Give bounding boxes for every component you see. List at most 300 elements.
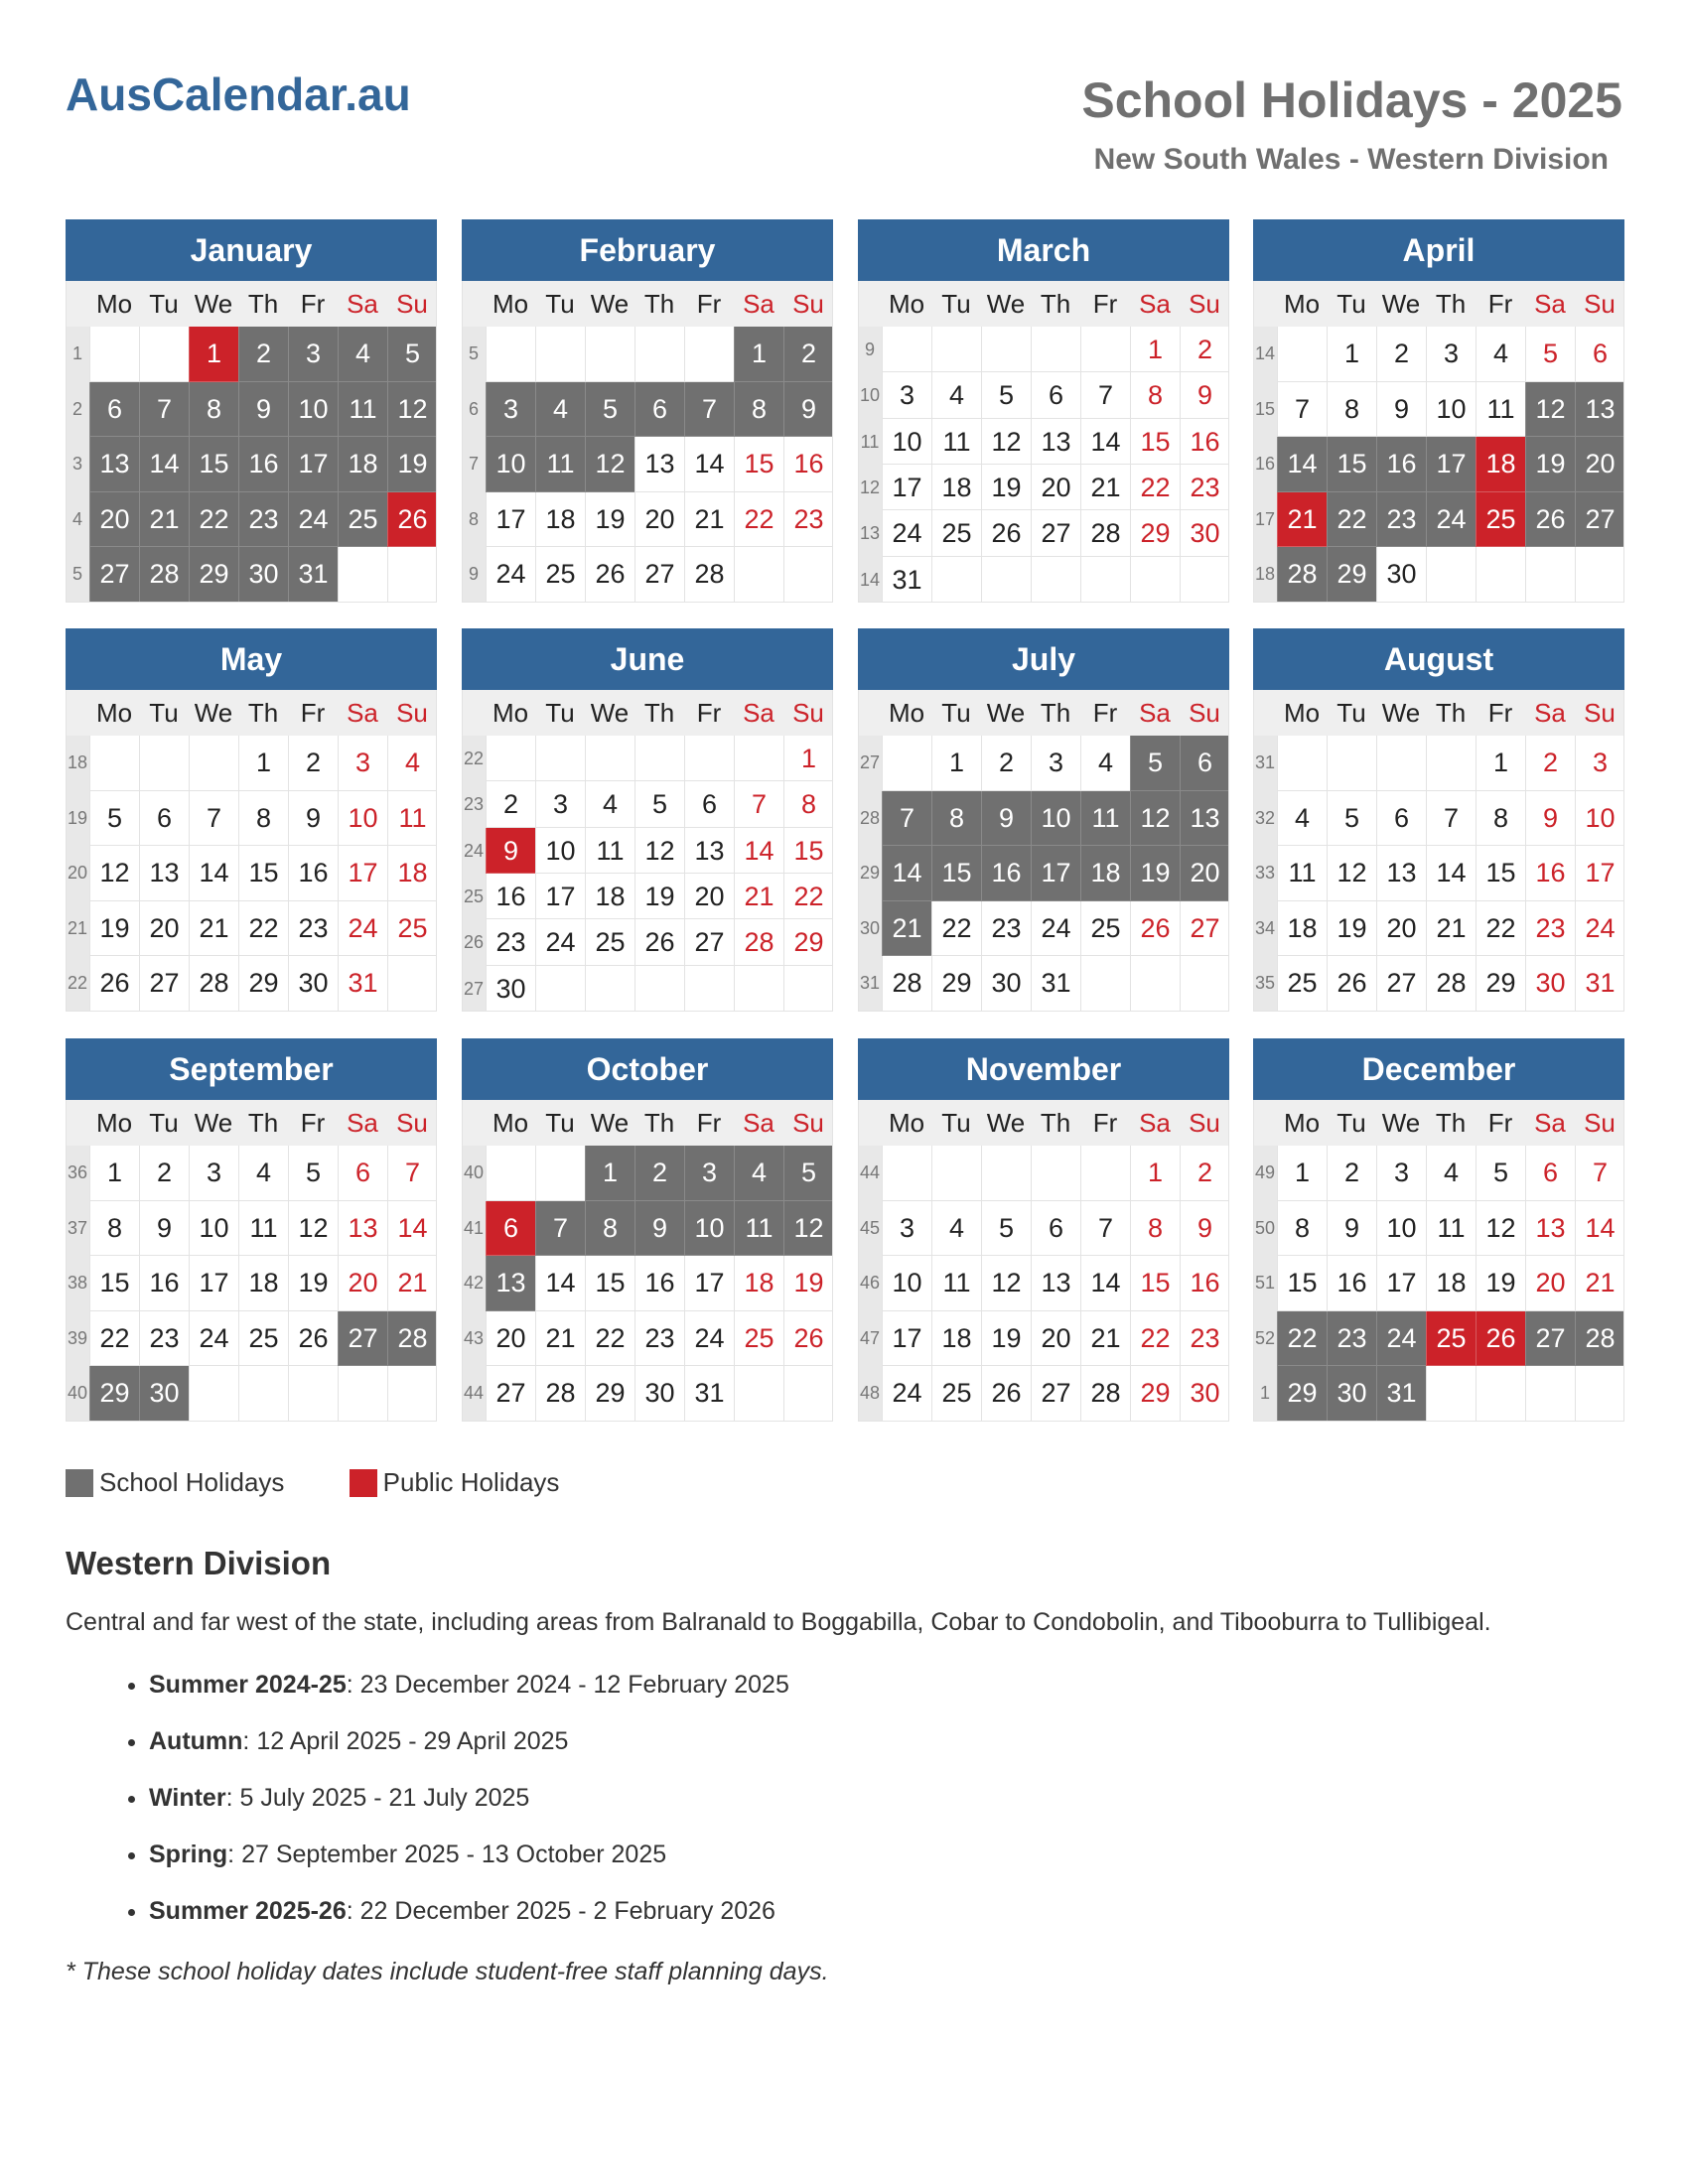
day-cell: 12	[1327, 846, 1376, 901]
day-cell: 10	[189, 1201, 238, 1257]
day-cell: 21	[1277, 492, 1327, 548]
day-cell: 9	[1180, 1201, 1229, 1257]
empty-cell	[734, 1366, 783, 1422]
empty-cell	[535, 327, 585, 382]
day-cell: 24	[684, 1311, 734, 1367]
empty-cell	[486, 1146, 535, 1201]
week-number-column	[462, 736, 486, 1012]
day-cell: 30	[634, 1366, 684, 1422]
month-title: August	[1253, 628, 1624, 690]
day-cell: 19	[1130, 846, 1180, 901]
holiday-label: Summer 2024-25	[149, 1671, 347, 1699]
day-cell: 26	[1130, 901, 1180, 957]
weekday-label: Fr	[1092, 1108, 1118, 1138]
day-cell: 23	[634, 1311, 684, 1367]
day-cell: 28	[535, 1366, 585, 1422]
day-cell: 5	[1525, 327, 1575, 382]
day-cell: 18	[1080, 846, 1130, 901]
day-cell: 30	[1327, 1366, 1376, 1422]
weekday-label: Fr	[1487, 1108, 1513, 1138]
day-cell: 6	[139, 791, 189, 847]
empty-cell	[535, 966, 585, 1012]
day-cell: 14	[139, 437, 189, 492]
day-cell: 27	[89, 547, 139, 603]
weekday-header	[858, 281, 1229, 327]
day-cell: 9	[288, 791, 338, 847]
month-january	[66, 219, 437, 603]
empty-cell	[338, 547, 387, 603]
week-number: 19	[67, 807, 88, 828]
day-cell: 27	[1525, 1311, 1575, 1367]
empty-cell	[931, 1146, 981, 1201]
week-number-column	[462, 1146, 486, 1422]
day-cell: 21	[882, 901, 931, 957]
day-cell: 3	[189, 1146, 238, 1201]
day-cell: 4	[238, 1146, 288, 1201]
day-cell: 10	[1575, 791, 1624, 847]
day-cell: 18	[1426, 1256, 1476, 1311]
day-cell: 17	[189, 1256, 238, 1311]
footnote: * These school holiday dates include student-free staff planning days.	[66, 1958, 829, 1985]
weekday-header	[462, 1100, 833, 1146]
weekday-label: Sa	[347, 698, 378, 728]
week-number: 27	[859, 752, 881, 772]
day-cell: 17	[882, 465, 931, 510]
day-cell: 16	[486, 874, 535, 919]
day-cell: 23	[288, 901, 338, 957]
day-cell: 10	[535, 828, 585, 874]
weekday-label: Th	[1040, 698, 1071, 728]
empty-cell	[634, 327, 684, 382]
day-cell: 25	[931, 1366, 981, 1422]
day-cell: 3	[1376, 1146, 1426, 1201]
holiday-dates: 27 September 2025 - 13 October 2025	[241, 1841, 667, 1868]
day-cell: 9	[486, 828, 535, 874]
day-cell: 1	[585, 1146, 634, 1201]
holiday-item: • Autumn: 12 April 2025 - 29 April 2025	[149, 1716, 789, 1773]
day-cell: 21	[684, 492, 734, 548]
day-cell: 16	[1180, 1256, 1229, 1311]
empty-cell	[734, 547, 783, 603]
week-number: 30	[859, 917, 881, 938]
day-cell: 27	[1376, 956, 1426, 1012]
empty-cell	[1277, 736, 1327, 791]
empty-cell	[684, 327, 734, 382]
weekday-label: We	[1381, 698, 1421, 728]
month-title: June	[462, 628, 833, 690]
day-cell: 20	[1575, 437, 1624, 492]
day-cell: 10	[882, 419, 931, 465]
day-cell: 12	[1525, 382, 1575, 438]
day-cell: 21	[734, 874, 783, 919]
day-cell: 7	[1080, 1201, 1130, 1257]
week-number: 44	[859, 1162, 881, 1182]
day-cell: 31	[338, 956, 387, 1012]
weekday-label: Sa	[1534, 1108, 1566, 1138]
day-cell: 9	[1376, 382, 1426, 438]
empty-cell	[1130, 956, 1180, 1012]
weekday-label: Tu	[1336, 1108, 1366, 1138]
weekday-label: Mo	[95, 1108, 133, 1138]
day-cell: 11	[1476, 382, 1525, 438]
day-cell: 22	[1327, 492, 1376, 548]
public-holiday-swatch	[350, 1469, 377, 1497]
day-cell: 22	[238, 901, 288, 957]
day-cell: 10	[288, 382, 338, 438]
day-cell: 2	[486, 781, 535, 827]
week-number-column	[1253, 736, 1277, 1012]
day-cell: 30	[1376, 547, 1426, 603]
day-cell: 21	[1080, 465, 1130, 510]
day-cell: 1	[1327, 327, 1376, 382]
weekday-header	[66, 1100, 437, 1146]
empty-cell	[783, 547, 833, 603]
day-cell: 20	[139, 901, 189, 957]
day-cell: 16	[139, 1256, 189, 1311]
day-cell: 6	[338, 1146, 387, 1201]
day-cell: 8	[931, 791, 981, 847]
empty-cell	[1080, 557, 1130, 603]
weekday-header	[1253, 281, 1624, 327]
weekday-label: Mo	[888, 1108, 925, 1138]
day-cell: 6	[684, 781, 734, 827]
day-cell: 15	[1130, 419, 1180, 465]
day-cell: 21	[535, 1311, 585, 1367]
empty-cell	[783, 1366, 833, 1422]
holiday-dates: 23 December 2024 - 12 February 2025	[359, 1671, 789, 1699]
empty-cell	[387, 956, 437, 1012]
day-cell: 6	[1031, 1201, 1080, 1257]
empty-cell	[486, 327, 535, 382]
day-cell: 29	[1277, 1366, 1327, 1422]
empty-cell	[89, 736, 139, 791]
week-number-column	[858, 1146, 882, 1422]
month-june	[462, 628, 833, 1012]
week-number: 42	[463, 1273, 485, 1294]
empty-cell	[288, 1366, 338, 1422]
day-cell: 27	[1575, 492, 1624, 548]
day-cell: 15	[1476, 846, 1525, 901]
legend-public-holidays	[350, 1467, 560, 1498]
day-cell: 2	[1376, 327, 1426, 382]
day-cell: 28	[1575, 1311, 1624, 1367]
weekday-label: We	[986, 289, 1026, 319]
day-cell: 21	[189, 901, 238, 957]
day-cell: 8	[734, 382, 783, 438]
empty-cell	[1575, 547, 1624, 603]
day-cell: 3	[1426, 327, 1476, 382]
day-cell: 15	[734, 437, 783, 492]
day-cell: 18	[387, 846, 437, 901]
day-cell: 13	[139, 846, 189, 901]
day-cell: 22	[89, 1311, 139, 1367]
weekday-label: We	[194, 698, 233, 728]
month-grid	[1253, 281, 1624, 603]
day-cell: 26	[981, 1366, 1031, 1422]
month-february	[462, 219, 833, 603]
day-cell: 20	[1031, 465, 1080, 510]
day-cell: 15	[189, 437, 238, 492]
weekday-label: We	[1381, 1108, 1421, 1138]
weekday-label: Th	[643, 289, 675, 319]
empty-cell	[1426, 736, 1476, 791]
day-cell: 20	[1525, 1256, 1575, 1311]
week-number: 39	[67, 1327, 88, 1348]
day-cell: 23	[1525, 901, 1575, 957]
empty-cell	[684, 966, 734, 1012]
weekday-label: We	[590, 289, 630, 319]
day-cell: 28	[734, 919, 783, 965]
section-title: Western Division	[66, 1545, 332, 1581]
day-cell: 3	[338, 736, 387, 791]
day-cell: 18	[931, 1311, 981, 1367]
weekday-label: Sa	[347, 1108, 378, 1138]
weekday-label: Fr	[696, 1108, 722, 1138]
day-cell: 15	[238, 846, 288, 901]
day-cell: 23	[981, 901, 1031, 957]
holiday-label: Autumn	[149, 1727, 243, 1755]
day-cell: 1	[1130, 1146, 1180, 1201]
day-cell: 13	[1376, 846, 1426, 901]
day-cell: 9	[1525, 791, 1575, 847]
day-cell: 14	[1426, 846, 1476, 901]
week-number: 14	[1254, 343, 1276, 363]
weekday-label: Th	[247, 1108, 279, 1138]
week-number: 6	[468, 398, 479, 419]
day-cell: 5	[981, 1201, 1031, 1257]
day-cell: 5	[634, 781, 684, 827]
day-cell: 2	[1180, 327, 1229, 372]
day-cell: 6	[634, 382, 684, 438]
day-cell: 20	[338, 1256, 387, 1311]
day-cell: 6	[486, 1201, 535, 1257]
weekday-label: Th	[643, 698, 675, 728]
day-cell: 19	[981, 465, 1031, 510]
day-cell: 11	[734, 1201, 783, 1257]
day-cell: 10	[1031, 791, 1080, 847]
holiday-item: • Summer 2024-25: 23 December 2024 - 12 February 2025	[149, 1660, 789, 1716]
empty-cell	[1575, 1366, 1624, 1422]
day-cell: 6	[1575, 327, 1624, 382]
day-cell: 20	[1376, 901, 1426, 957]
month-october	[462, 1038, 833, 1422]
day-cell: 17	[535, 874, 585, 919]
day-cell: 8	[585, 1201, 634, 1257]
day-cell: 18	[338, 437, 387, 492]
day-cell: 24	[189, 1311, 238, 1367]
empty-cell	[585, 327, 634, 382]
empty-cell	[535, 1146, 585, 1201]
empty-cell	[1525, 547, 1575, 603]
day-cell: 15	[585, 1256, 634, 1311]
day-cell: 4	[931, 1201, 981, 1257]
day-cell: 25	[535, 547, 585, 603]
day-cell: 8	[189, 382, 238, 438]
day-cell: 16	[1376, 437, 1426, 492]
day-cell: 24	[486, 547, 535, 603]
page-subtitle: New South Wales - Western Division	[1093, 143, 1609, 176]
day-cell: 14	[189, 846, 238, 901]
day-cell: 16	[634, 1256, 684, 1311]
day-cell: 25	[1476, 492, 1525, 548]
day-cell: 24	[288, 492, 338, 548]
empty-cell	[734, 966, 783, 1012]
legend-school-label: School Holidays	[99, 1467, 285, 1497]
week-number: 50	[1254, 1217, 1276, 1238]
day-cell: 27	[1031, 1366, 1080, 1422]
day-cell: 7	[535, 1201, 585, 1257]
day-cell: 13	[634, 437, 684, 492]
empty-cell	[981, 1146, 1031, 1201]
week-number: 26	[463, 932, 485, 953]
week-number: 23	[463, 794, 485, 815]
week-number: 16	[1254, 454, 1276, 475]
day-cell: 23	[1180, 1311, 1229, 1367]
day-cell: 4	[931, 372, 981, 418]
day-cell: 22	[189, 492, 238, 548]
day-cell: 3	[535, 781, 585, 827]
weekday-label: Mo	[1283, 1108, 1321, 1138]
month-december	[1253, 1038, 1624, 1422]
empty-cell	[1426, 547, 1476, 603]
day-cell: 19	[1476, 1256, 1525, 1311]
day-cell: 28	[1277, 547, 1327, 603]
day-cell: 30	[981, 956, 1031, 1012]
weekday-label: Fr	[300, 698, 326, 728]
day-cell: 12	[783, 1201, 833, 1257]
day-cell: 26	[1476, 1311, 1525, 1367]
weekday-header	[462, 690, 833, 736]
day-cell: 7	[684, 382, 734, 438]
day-cell: 22	[783, 874, 833, 919]
weekday-label: We	[194, 289, 233, 319]
day-cell: 5	[89, 791, 139, 847]
week-number: 52	[1254, 1327, 1276, 1348]
day-cell: 2	[139, 1146, 189, 1201]
day-cell: 16	[1327, 1256, 1376, 1311]
day-cell: 14	[1575, 1201, 1624, 1257]
day-cell: 11	[387, 791, 437, 847]
empty-cell	[189, 1366, 238, 1422]
day-cell: 28	[684, 547, 734, 603]
day-cell: 25	[1277, 956, 1327, 1012]
day-cell: 12	[981, 1256, 1031, 1311]
weekday-label: Fr	[1487, 698, 1513, 728]
month-grid	[462, 690, 833, 1012]
week-number-column	[66, 736, 89, 1012]
day-cell: 25	[1426, 1311, 1476, 1367]
weekday-header	[462, 281, 833, 327]
month-grid	[66, 281, 437, 603]
day-cell: 1	[1130, 327, 1180, 372]
week-number: 18	[67, 752, 88, 772]
month-august	[1253, 628, 1624, 1012]
week-number: 25	[463, 887, 485, 906]
day-cell: 28	[139, 547, 189, 603]
day-cell: 2	[288, 736, 338, 791]
day-cell: 27	[634, 547, 684, 603]
day-cell: 4	[1426, 1146, 1476, 1201]
week-number-column	[858, 327, 882, 603]
day-cell: 21	[1080, 1311, 1130, 1367]
day-cell: 3	[288, 327, 338, 382]
weekday-label: Tu	[941, 698, 971, 728]
section-description: Central and far west of the state, including areas from Balranald to Boggabilla, Cobar to Condobolin, and Tibooburra to Tullibigeal.	[66, 1608, 1491, 1636]
day-cell: 15	[1130, 1256, 1180, 1311]
day-cell: 7	[1277, 382, 1327, 438]
day-cell: 7	[734, 781, 783, 827]
day-cell: 15	[1277, 1256, 1327, 1311]
day-cell: 19	[89, 901, 139, 957]
day-cell: 25	[585, 919, 634, 965]
weekday-label: Sa	[347, 289, 378, 319]
weekday-label: Mo	[492, 289, 529, 319]
day-cell: 2	[1327, 1146, 1376, 1201]
month-grid	[462, 281, 833, 603]
month-title: March	[858, 219, 1229, 281]
day-cell: 28	[1426, 956, 1476, 1012]
day-cell: 26	[89, 956, 139, 1012]
day-cell: 5	[1130, 736, 1180, 791]
empty-cell	[634, 966, 684, 1012]
day-cell: 29	[1130, 1366, 1180, 1422]
week-number: 22	[463, 749, 485, 768]
weekday-label: We	[590, 698, 630, 728]
day-cell: 7	[139, 382, 189, 438]
day-cell: 24	[1426, 492, 1476, 548]
empty-cell	[486, 736, 535, 781]
day-cell: 12	[387, 382, 437, 438]
empty-cell	[684, 736, 734, 781]
month-grid	[858, 1100, 1229, 1422]
week-number: 32	[1254, 807, 1276, 828]
weekday-label: Tu	[545, 289, 575, 319]
weekday-label: Tu	[545, 1108, 575, 1138]
day-cell: 14	[684, 437, 734, 492]
week-number: 10	[859, 385, 881, 406]
empty-cell	[1525, 1366, 1575, 1422]
day-cell: 18	[734, 1256, 783, 1311]
day-cell: 24	[1376, 1311, 1426, 1367]
day-cell: 24	[535, 919, 585, 965]
day-cell: 1	[1476, 736, 1525, 791]
day-cell: 19	[1327, 901, 1376, 957]
empty-cell	[585, 736, 634, 781]
day-cell: 7	[1080, 372, 1130, 418]
weekday-label: Tu	[149, 698, 179, 728]
week-number: 48	[859, 1383, 881, 1404]
site-logo[interactable]: AusCalendar.au	[66, 68, 411, 120]
week-number-column	[1253, 1146, 1277, 1422]
empty-cell	[535, 736, 585, 781]
day-cell: 28	[882, 956, 931, 1012]
empty-cell	[882, 736, 931, 791]
week-number: 38	[67, 1273, 88, 1294]
month-july	[858, 628, 1229, 1012]
empty-cell	[634, 736, 684, 781]
week-number: 3	[71, 454, 82, 475]
day-cell: 17	[882, 1311, 931, 1367]
day-cell: 7	[1426, 791, 1476, 847]
day-cell: 9	[1180, 372, 1229, 418]
empty-cell	[1476, 1366, 1525, 1422]
weekday-label: Mo	[888, 289, 925, 319]
day-cell: 12	[585, 437, 634, 492]
day-cell: 12	[981, 419, 1031, 465]
weekday-label: We	[590, 1108, 630, 1138]
day-cell: 16	[981, 846, 1031, 901]
day-cell: 30	[1525, 956, 1575, 1012]
